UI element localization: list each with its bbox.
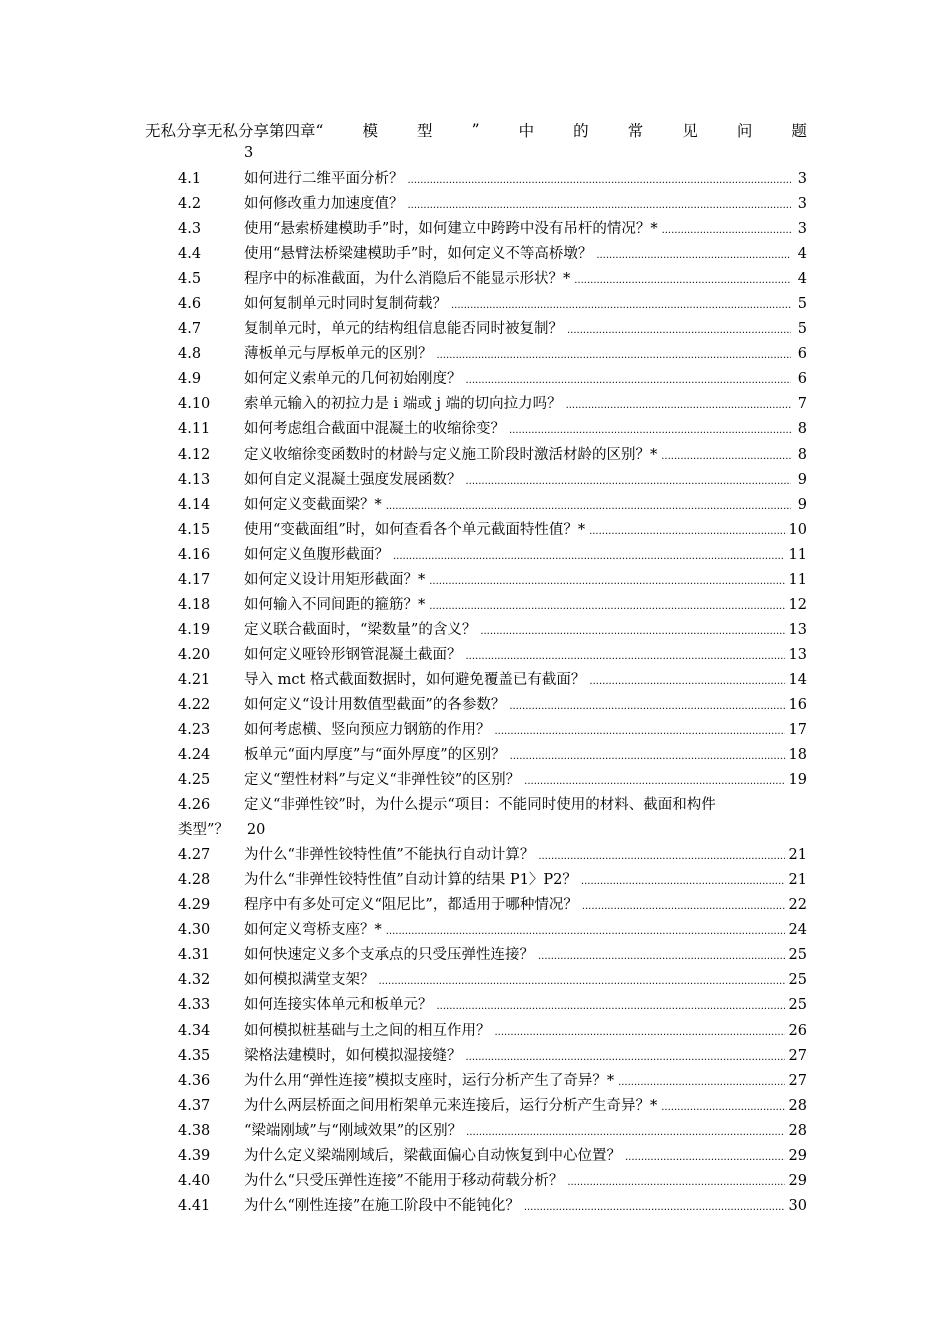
toc-entry[interactable] [0,693,950,718]
toc-entry-number: 4.40 [178,1172,211,1189]
toc-entry[interactable] [0,1044,950,1069]
toc-leader-dots [429,569,784,594]
toc-entry[interactable] [0,167,950,192]
toc-leader-dots [466,1045,785,1070]
toc-entry-number: 4.3 [178,221,202,238]
toc-entry-title: 为什么“只受压弹性连接”不能用于移动荷载分析？ [244,1172,564,1189]
toc-entry-title: 索单元输入的初拉力是 i 端或 j 端的切向拉力吗？ [244,396,562,413]
toc-entry-number: 4.5 [178,271,202,288]
toc-entry[interactable] [0,793,950,843]
toc-entry-number: 4.29 [178,897,211,914]
toc-entry-title: 为什么“非弹性铰特性值”不能执行自动计算？ [244,847,535,864]
toc-leader-dots [589,669,784,694]
toc-leader-dots [567,318,791,343]
toc-entry-number: 4.20 [178,646,211,663]
chapter-heading-char: 中 [518,122,535,140]
toc-entry-number: 4.28 [178,872,211,889]
toc-entry-page: 10 [788,521,807,538]
toc-entry-title: 薄板单元与厚板单元的区别？ [244,346,433,363]
toc-entry-title: 如何自定义混凝土强度发展函数？ [244,471,462,488]
toc-entry-page: 28 [788,1097,807,1114]
toc-entry-title: 如何定义设计用矩形截面？* [244,571,426,588]
toc-entry[interactable] [0,1069,950,1094]
toc-entry-number: 4.11 [178,421,211,438]
toc-leader-dots [581,869,785,894]
chapter-heading-char: 问 [736,122,753,140]
chapter-heading-char: 的 [573,122,589,140]
toc-entry-number: 4.17 [178,571,211,588]
toc-leader-dots [408,168,792,193]
toc-entry-page: 25 [788,972,807,989]
toc-leader-dots [538,944,785,969]
toc-entry[interactable] [0,893,950,918]
chapter-heading [145,117,807,143]
toc-entry-title: 如何考虑横、竖向预应力钢筋的作用？ [244,722,491,739]
toc-leader-dots [618,1070,784,1095]
toc-entry-number: 4.30 [178,922,211,939]
toc-entry[interactable] [0,843,950,868]
toc-entry-title: 使用“悬索桥建模助手”时，如何建立中跨跨中没有吊杆的情况？* [244,221,658,238]
toc-entry-title: 如何进行二维平面分析？ [244,171,404,187]
toc-entry-page: 27 [788,1072,807,1089]
chapter-heading-char: 模 [362,122,378,140]
toc-leader-dots [662,218,791,243]
toc-entry-page: 5 [797,321,807,338]
toc-entry[interactable] [0,743,950,768]
toc-leader-dots [386,919,785,944]
toc-entry-number: 4.6 [178,296,202,313]
toc-leader-dots [386,494,791,519]
toc-entry-number: 4.35 [178,1047,211,1064]
toc-entry-number: 4.19 [178,621,211,638]
toc-leader-dots [466,1120,784,1145]
toc-entry-page: 29 [788,1147,807,1164]
toc-entry[interactable] [0,518,950,543]
toc-entry-number: 4.8 [178,346,202,363]
toc-entry-number: 4.41 [178,1197,211,1214]
toc-entry-title: 如何输入不同间距的箍筋？* [244,596,426,613]
toc-leader-dots [524,769,784,794]
toc-entry-page: 14 [788,671,807,688]
toc-leader-dots [538,844,784,869]
toc-entry-page: 7 [797,396,807,413]
toc-entry[interactable] [0,768,950,793]
toc-leader-dots [625,1145,785,1170]
toc-entry-title: 为什么定义梁端刚域后，梁截面偏心自动恢复到中心位置？ [244,1147,621,1164]
toc-entry-page: 21 [788,847,807,864]
toc-entry[interactable] [0,543,950,568]
toc-entry-title: 如何连接实体单元和板单元？ [244,997,433,1014]
toc-leader-dots [509,694,784,719]
toc-leader-dots [661,1095,784,1120]
toc-entry-page: 11 [788,546,807,563]
toc-entry[interactable] [0,1194,950,1219]
toc-leader-dots [437,994,785,1019]
toc-entry-title: 如何定义“设计用数值型截面”的各参数？ [244,696,506,713]
toc-entry-page: 19 [788,772,807,789]
toc-entry-number: 4.23 [178,722,211,739]
toc-entry-title: 如何考虑组合截面中混凝土的收缩徐变？ [244,421,505,438]
toc-entry[interactable] [0,993,950,1018]
toc-entry[interactable] [0,868,950,893]
toc-entry[interactable] [0,192,950,217]
toc-entry-number: 4.31 [178,947,211,964]
toc-entry[interactable] [0,317,950,342]
toc-entry[interactable] [0,943,950,968]
chapter-heading-page-number: 3 [244,145,254,161]
toc-entry-title: 程序中的标准截面，为什么消隐后不能显示形状？* [244,271,571,288]
toc-leader-dots [379,969,785,994]
toc-entry-title: “梁端刚域”与“刚域效果”的区别？ [244,1122,463,1139]
toc-entry-number: 4.26 [178,797,211,814]
toc-entry-title: 程序中有多处可定义“阻尼比”，都适用于哪种情况？ [244,897,578,914]
toc-entry-number: 4.2 [178,196,202,213]
toc-entry-page: 24 [788,922,807,939]
toc-entry-title-tail: 类型”？ [178,822,229,839]
chapter-heading-char: ” [471,121,480,139]
toc-entry-title: 如何快速定义多个支承点的只受压弹性连接？ [244,947,534,964]
chapter-heading-char: 题 [791,122,807,140]
toc-leader-dots [495,719,785,744]
toc-entry[interactable] [0,618,950,643]
toc-entry-number: 4.13 [178,471,211,488]
toc-leader-dots [466,368,792,393]
toc-entry-page: 13 [788,621,807,638]
toc-leader-dots [466,469,792,494]
toc-entry-number: 4.34 [178,1022,211,1039]
toc-entry-page: 3 [797,171,807,187]
toc-entry-title: 定义“塑性材料”与定义“非弹性铰”的区别？ [244,772,521,789]
toc-entry-title: 如何定义弯桥支座？* [244,922,382,939]
toc-leader-dots [566,393,791,418]
toc-leader-dots [466,644,785,669]
toc-entry-title: 如何修改重力加速度值？ [244,196,404,213]
toc-entry-number: 4.37 [178,1097,211,1114]
toc-entry-page: 16 [788,696,807,713]
toc-entry-title: 如何定义变截面梁？* [244,496,382,513]
toc-entry-title-continued [178,818,265,843]
toc-entry-number: 4.25 [178,772,211,789]
toc-entry-title: 定义“非弹性铰”时，为什么提示“项目：不能同时使用的材料、截面和构件 [244,797,716,814]
toc-entry[interactable] [0,417,950,442]
toc-entry[interactable] [0,468,950,493]
toc-leader-dots [589,519,784,544]
toc-entry-number: 4.36 [178,1072,211,1089]
toc-entry-page: 22 [788,897,807,914]
toc-entry[interactable] [0,493,950,518]
toc-entry-number: 4.7 [178,321,202,338]
toc-entry-title: 为什么“非弹性铰特性值”自动计算的结果 P1〉P2？ [244,872,577,889]
toc-entry[interactable] [0,1144,950,1169]
toc-entry-page: 26 [788,1022,807,1039]
toc-entry-title: 使用“悬臂法桥梁建模助手”时，如何定义不等高桥墩？ [244,246,593,263]
toc-entry-title: 如何模拟桩基础与土之间的相互作用？ [244,1022,491,1039]
toc-entry-page: 3 [797,221,807,238]
toc-entry-number: 4.16 [178,546,211,563]
toc-entry-page: 13 [788,646,807,663]
toc-entry-page: 27 [788,1047,807,1064]
toc-entry-page: 3 [797,196,807,213]
toc-entry-page: 9 [797,496,807,513]
chapter-heading-char: 常 [627,122,644,140]
toc-entry[interactable] [0,668,950,693]
toc-entry[interactable] [0,718,950,743]
toc-entry[interactable] [0,1094,950,1119]
toc-entry-page: 8 [797,446,807,463]
toc-entry[interactable] [0,217,950,242]
toc-leader-dots [574,268,791,293]
toc-entry-page: 29 [788,1172,807,1189]
toc-entry-number: 4.4 [178,246,202,263]
toc-entry-page: 30 [788,1197,807,1214]
toc-entry-title: 导入 mct 格式截面数据时，如何避免覆盖已有截面？ [244,671,586,688]
toc-leader-dots [582,894,785,919]
toc-entry-page: 4 [797,271,807,288]
toc-entry[interactable] [0,593,950,618]
chapter-heading-char: 型 [417,122,433,140]
toc-entry[interactable] [0,342,950,367]
toc-entry-title: 为什么用“弹性连接”模拟支座时，运行分析产生了奇异？* [244,1072,615,1089]
toc-entry-title: 如何复制单元时同时复制荷载？ [244,296,447,313]
toc-entry[interactable] [0,267,950,292]
toc-entry-title: 定义收缩徐变函数时的材龄与定义施工阶段时激活材龄的区别？* [244,446,658,463]
toc-entry[interactable] [0,568,950,593]
toc-entry-page: 12 [788,596,807,613]
chapter-heading-prefix: 无私分享无私分享第四章“ [145,122,324,140]
toc-leader-dots [437,343,792,368]
toc-entry-number: 4.39 [178,1147,211,1164]
toc-entry-number: 4.15 [178,521,211,538]
toc-entry-number: 4.33 [178,997,211,1014]
toc-entry[interactable] [0,968,950,993]
toc-entry-page: 6 [797,371,807,388]
toc-leader-dots [429,594,784,619]
toc-entry-page: 20 [246,822,266,839]
toc-entry-title: 如何定义鱼腹形截面？ [244,546,389,563]
toc-leader-dots [567,1170,784,1195]
toc-entry-page: 4 [797,246,807,263]
toc-entry-title: 为什么“刚性连接”在施工阶段中不能钝化？ [244,1197,520,1214]
toc-entry[interactable] [0,392,950,417]
toc-leader-dots [510,744,785,769]
toc-entry[interactable] [0,918,950,943]
toc-entry[interactable] [0,443,950,468]
toc-entry-page: 18 [788,747,807,764]
toc-entry-number: 4.21 [178,671,211,688]
toc-entry[interactable] [0,1019,950,1044]
table-of-contents [0,167,950,1219]
toc-leader-dots [480,619,784,644]
toc-entry-title: 定义联合截面时，“梁数量”的含义？ [244,621,477,638]
toc-entry-title: 如何模拟满堂支架？ [244,972,375,989]
toc-leader-dots [393,544,785,569]
toc-entry-page: 28 [788,1122,807,1139]
toc-leader-dots [509,418,791,443]
toc-entry[interactable] [0,1119,950,1144]
toc-entry[interactable] [0,367,950,392]
toc-entry-number: 4.9 [178,371,202,388]
toc-entry-page: 9 [797,471,807,488]
toc-leader-dots [408,193,792,218]
toc-entry-title: 复制单元时，单元的结构组信息能否同时被复制？ [244,321,563,338]
toc-entry-number: 4.27 [178,847,211,864]
toc-entry[interactable] [0,643,950,668]
toc-entry-number: 4.1 [178,171,202,187]
toc-entry-number: 4.10 [178,396,211,413]
toc-leader-dots [495,1020,785,1045]
toc-entry-number: 4.32 [178,972,211,989]
toc-entry-page: 25 [788,997,807,1014]
toc-entry-title: 如何定义哑铃形钢管混凝土截面？ [244,646,462,663]
toc-entry-title: 为什么两层桥面之间用桁架单元来连接后，运行分析产生奇异？* [244,1097,658,1114]
toc-entry-number: 4.24 [178,747,211,764]
toc-leader-dots [661,444,791,469]
toc-entry-title: 使用“变截面组”时，如何查看各个单元截面特性值？* [244,521,586,538]
toc-entry[interactable] [0,242,950,267]
toc-entry-number: 4.18 [178,596,211,613]
toc-entry-page: 8 [797,421,807,438]
toc-entry-number: 4.14 [178,496,211,513]
toc-entry-title: 梁格法建模时，如何模拟湿接缝？ [244,1047,462,1064]
toc-entry-page: 6 [797,346,807,363]
toc-entry-page: 5 [797,296,807,313]
toc-entry-number: 4.22 [178,696,211,713]
toc-entry[interactable] [0,1169,950,1194]
toc-entry-number: 4.12 [178,446,211,463]
toc-entry[interactable] [0,292,950,317]
toc-entry-page: 21 [788,872,807,889]
toc-entry-page: 17 [788,722,807,739]
toc-leader-dots [596,243,791,268]
chapter-heading-char: 见 [682,122,698,140]
toc-entry-title: 板单元“面内厚度”与“面外厚度”的区别？ [244,747,506,764]
toc-entry-number: 4.38 [178,1122,211,1139]
toc-leader-dots [524,1195,785,1220]
toc-entry-page: 25 [788,947,807,964]
toc-entry-title: 如何定义索单元的几何初始刚度？ [244,371,462,388]
toc-leader-dots [451,293,791,318]
toc-entry-page: 11 [788,571,807,588]
